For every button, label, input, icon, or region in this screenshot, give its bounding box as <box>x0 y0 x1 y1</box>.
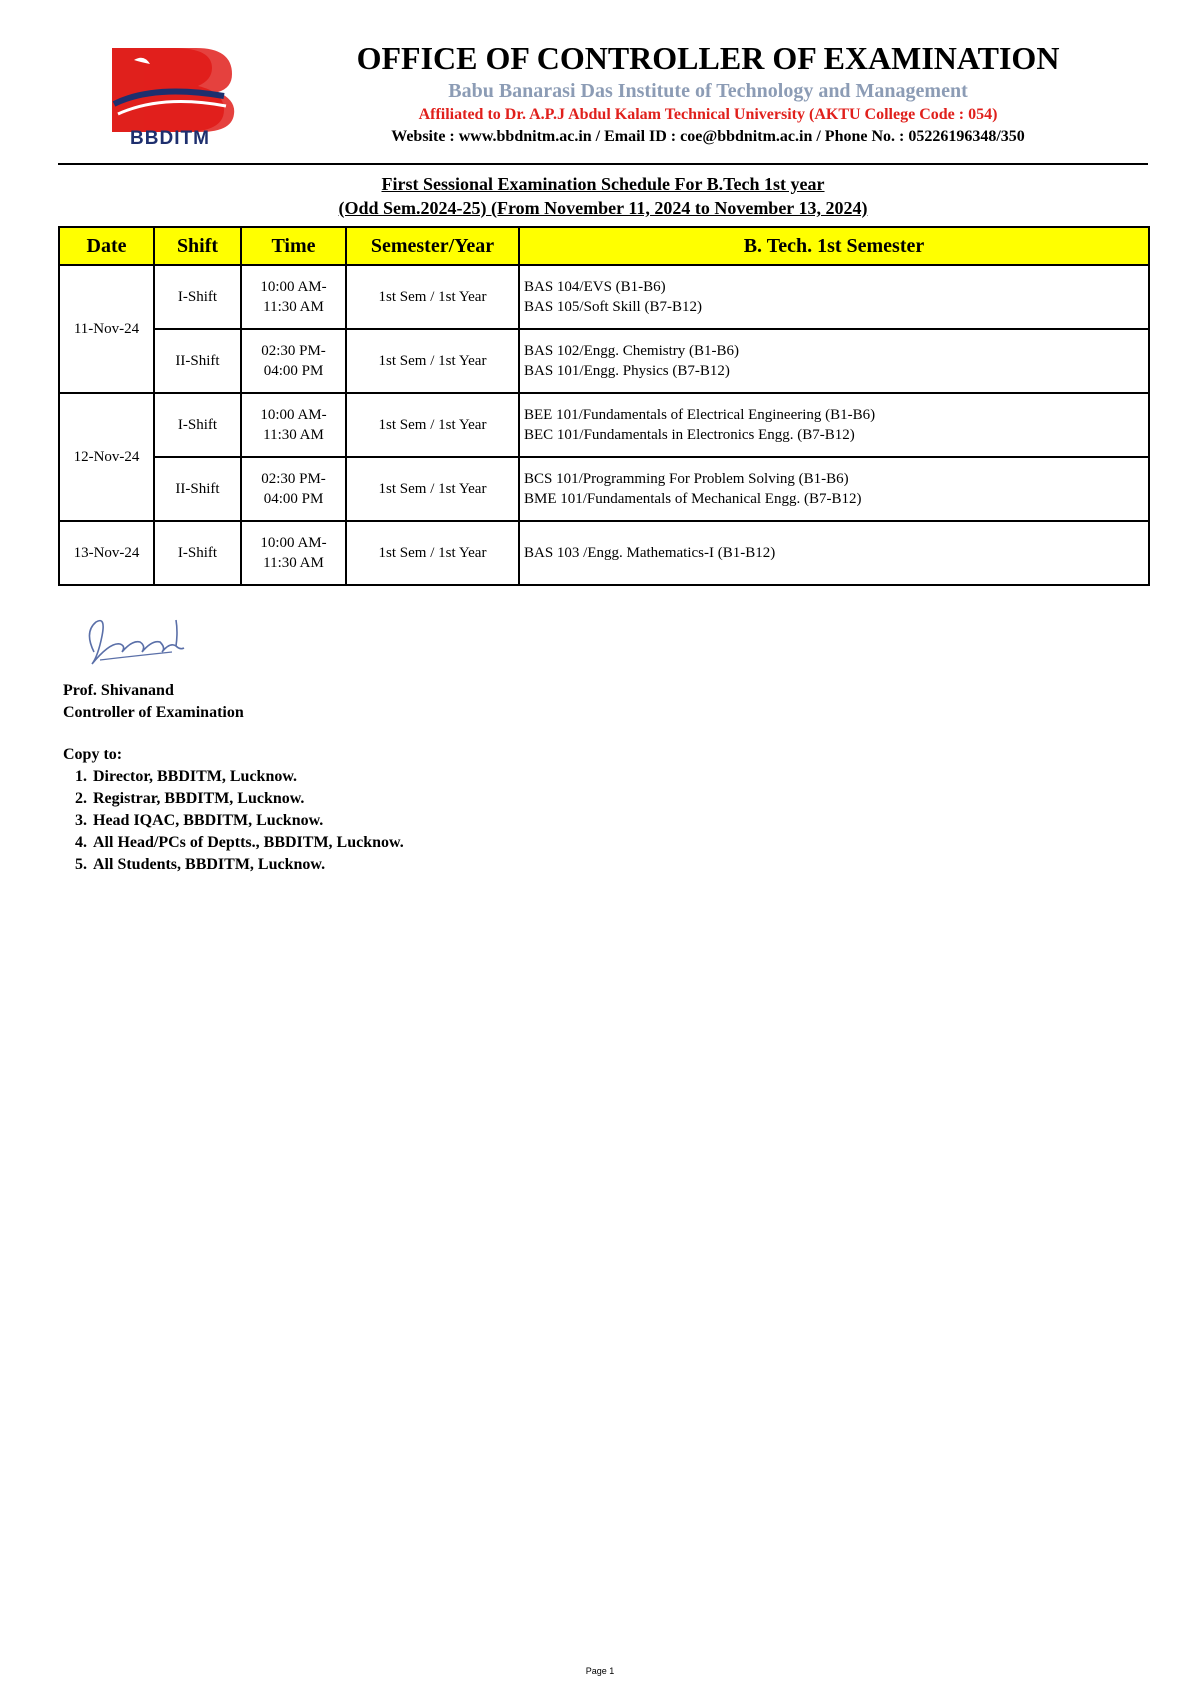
subject-cell: BAS 104/EVS (B1-B6) BAS 105/Soft Skill (B7-B12) <box>519 265 1149 329</box>
table-header-row <box>59 227 1149 265</box>
list-item: 5. All Students, BBDITM, Lucknow. <box>91 854 404 876</box>
table-row <box>59 393 1149 457</box>
table-row <box>59 521 1149 585</box>
bbditm-logo <box>104 44 236 156</box>
column-header-time: Time <box>241 227 346 265</box>
semester-cell: 1st Sem / 1st Year <box>346 457 519 521</box>
column-header-subjects: B. Tech. 1st Semester <box>519 227 1149 265</box>
signatory-designation: Controller of Examination <box>63 704 244 721</box>
logo-text: BBDITM <box>130 128 210 149</box>
date-cell: 12-Nov-24 <box>59 393 154 521</box>
date-cell: 11-Nov-24 <box>59 265 154 393</box>
page-number: Page 1 <box>585 1666 615 1676</box>
schedule-title-line2: (Odd Sem.2024-25) (From November 11, 2024 to November 13, 2024) <box>338 198 868 218</box>
list-item: 3. Head IQAC, BBDITM, Lucknow. <box>91 810 404 832</box>
schedule-title <box>58 172 1148 220</box>
schedule-title-line1: First Sessional Examination Schedule For B.Tech 1st year <box>381 174 825 194</box>
list-item: 1. Director, BBDITM, Lucknow. <box>91 766 404 788</box>
list-item: 2. Registrar, BBDITM, Lucknow. <box>91 788 404 810</box>
signatory-block <box>63 680 244 724</box>
shift-cell: I-Shift <box>154 265 241 329</box>
letterhead <box>58 36 1148 158</box>
signatory-name: Prof. Shivanand <box>63 682 174 699</box>
signature-icon <box>80 612 190 672</box>
contact-line: Website : www.bbdnitm.ac.in / Email ID : coe@bbdnitm.ac.in / Phone No. : 05226196348/350 <box>391 128 1025 145</box>
affiliation-line: Affiliated to Dr. A.P.J Abdul Kalam Technical University (AKTU College Code : 054) <box>418 106 998 123</box>
table-row <box>59 265 1149 329</box>
column-header-shift: Shift <box>154 227 241 265</box>
copy-to-heading: Copy to: <box>63 746 123 763</box>
shift-cell: I-Shift <box>154 393 241 457</box>
semester-cell: 1st Sem / 1st Year <box>346 265 519 329</box>
time-cell: 10:00 AM- 11:30 AM <box>241 265 346 329</box>
column-header-date: Date <box>59 227 154 265</box>
time-cell: 10:00 AM- 11:30 AM <box>241 521 346 585</box>
time-cell: 02:30 PM- 04:00 PM <box>241 457 346 521</box>
shift-cell: II-Shift <box>154 457 241 521</box>
table-row <box>59 329 1149 393</box>
letterhead-text <box>268 36 1148 148</box>
copy-to-block <box>63 744 404 876</box>
date-cell: 13-Nov-24 <box>59 521 154 585</box>
semester-cell: 1st Sem / 1st Year <box>346 329 519 393</box>
subject-cell: BAS 103 /Engg. Mathematics-I (B1-B12) <box>519 521 1149 585</box>
institute-name: Babu Banarasi Das Institute of Technology and Management <box>448 80 968 102</box>
header-divider <box>58 163 1148 165</box>
office-title: OFFICE OF CONTROLLER OF EXAMINATION <box>356 40 1060 76</box>
time-cell: 10:00 AM- 11:30 AM <box>241 393 346 457</box>
subject-cell: BCS 101/Programming For Problem Solving (B1-B6) BME 101/Fundamentals of Mechanical Engg. (B7-B12) <box>519 457 1149 521</box>
shift-cell: II-Shift <box>154 329 241 393</box>
subject-cell: BEE 101/Fundamentals of Electrical Engineering (B1-B6) BEC 101/Fundamentals in Electronics Engg. (B7-B12) <box>519 393 1149 457</box>
list-item: 4. All Head/PCs of Deptts., BBDITM, Lucknow. <box>91 832 404 854</box>
signature <box>80 612 190 672</box>
table-row <box>59 457 1149 521</box>
semester-cell: 1st Sem / 1st Year <box>346 393 519 457</box>
copy-to-list <box>63 766 404 876</box>
shift-cell: I-Shift <box>154 521 241 585</box>
time-cell: 02:30 PM- 04:00 PM <box>241 329 346 393</box>
exam-schedule-table <box>58 226 1150 586</box>
semester-cell: 1st Sem / 1st Year <box>346 521 519 585</box>
subject-cell: BAS 102/Engg. Chemistry (B1-B6) BAS 101/Engg. Physics (B7-B12) <box>519 329 1149 393</box>
column-header-semester: Semester/Year <box>346 227 519 265</box>
logo-mark-icon <box>104 44 236 134</box>
